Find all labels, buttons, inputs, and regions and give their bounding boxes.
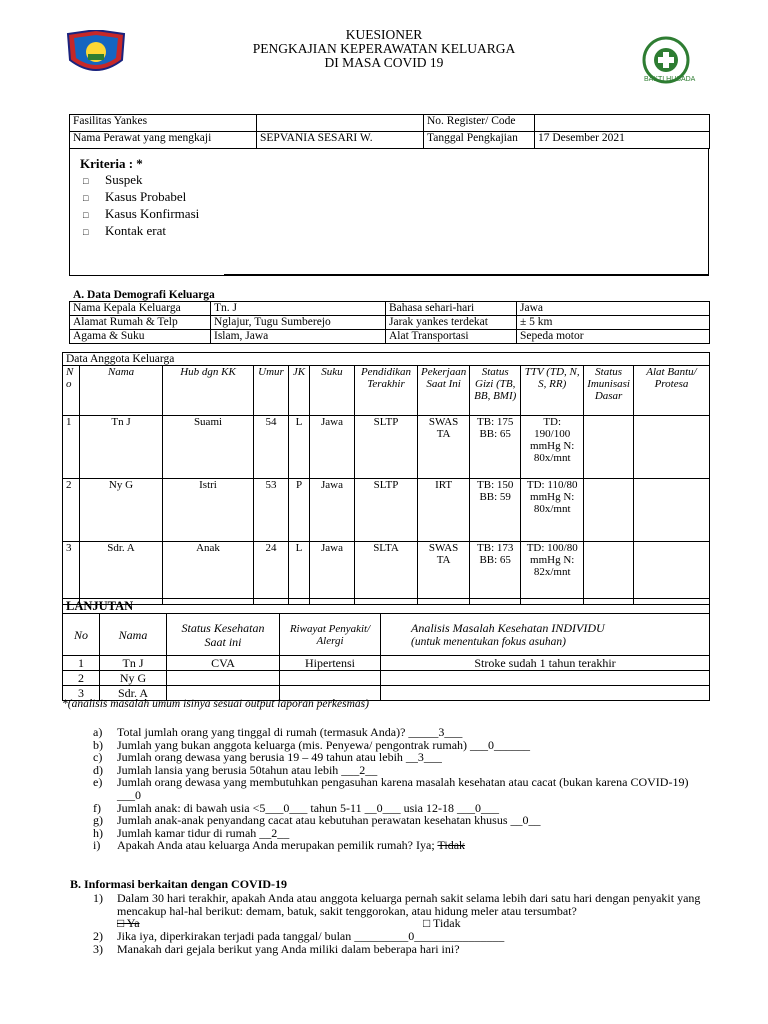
member-cell [584,416,634,479]
covid-questions [93,892,713,955]
member-cell: SWAS TA [418,542,470,605]
col-header: Alat Bantu/ Protesa [633,366,709,416]
lanjutan-cell: Stroke sudah 1 tahun terakhir [381,656,710,671]
lanjutan-cell [167,671,280,686]
demo-cell: Bahasa sehari-hari [386,302,517,316]
col-header: No [63,614,100,656]
list-item [93,839,713,852]
col-header: Umur [254,366,289,416]
question-key: e) [93,775,103,790]
nurse-value: SEPVANIA SESARI W. [257,132,424,149]
bakti-husada-logo [640,34,706,90]
lanjutan-cell: Ny G [100,671,167,686]
col-header-sub: (untuk menentukan fokus asuhan) [411,635,566,648]
criteria-underline [224,274,708,275]
members-title: Data Anggota Keluarga [63,353,710,366]
member-cell: Istri [163,479,254,542]
col-header: Status Gizi (TB, BB, BMI) [470,366,521,416]
demo-cell: Jarak yankes terdekat [386,316,517,330]
member-cell: 24 [254,542,289,605]
member-cell: Sdr. A [80,542,163,605]
member-cell: Jawa [310,416,355,479]
demo-cell: Islam, Jawa [211,330,386,344]
list-item [93,776,713,801]
member-cell: SLTA [355,542,418,605]
lanjutan-table [62,598,710,701]
family-members-table [62,352,710,605]
demo-cell: Nglajur, Tugu Sumberejo [211,316,386,330]
lanjutan-cell: Tn J [100,656,167,671]
question-key: d) [93,762,103,777]
demo-cell: Sepeda motor [517,330,710,344]
question-text: Apakah Anda atau keluarga Anda merupakan pemilik rumah? Iya; [117,838,438,853]
question-text: Jumlah anak: di bawah usia <5___0___ tahun 5-11 __0___ usia 12-18 ___0___ [117,800,499,815]
member-cell: TB: 173 BB: 65 [470,542,521,605]
register-label: No. Register/ Code [424,115,535,132]
answer-yes[interactable]: □ Ya [117,916,140,931]
col-header: TTV (TD, N, S, RR) [521,366,584,416]
table-row [63,656,710,671]
facility-value [257,115,424,132]
criteria-item[interactable]: □ Suspek [80,172,199,189]
member-cell: TB: 150 BB: 59 [470,479,521,542]
member-cell [633,416,709,479]
demo-cell: Tn. J [211,302,386,316]
lanjutan-cell: 2 [63,671,100,686]
demo-cell: Alat Transportasi [386,330,517,344]
col-header: Status Kesehatan Saat ini [167,614,280,656]
question-key: 3) [93,941,103,956]
table-row [63,671,710,686]
analysis-note: *(analisis masalah umum isinya sesuai output laporan perkesmas) [62,698,369,710]
question-key: 1) [93,891,103,905]
table-row [63,416,710,479]
question-text: Jumlah kamar tidur di rumah __2__ [117,825,290,840]
question-key: 2) [93,929,103,944]
criteria-title-text: Kriteria : * [80,156,143,171]
question-key: c) [93,750,103,765]
col-header: Pekerjaan Saat Ini [418,366,470,416]
member-cell: L [289,416,310,479]
question-text: Jumlah yang bukan anggota keluarga (mis. Penyewa/ pengontrak rumah) ___0______ [117,737,531,752]
lanjutan-cell: Hipertensi [280,656,381,671]
section-a-title: A. Data Demografi Keluarga [73,289,215,301]
header-title-3: DI MASA COVID 19 [324,55,444,70]
col-header: Pendidikan Terakhir [355,366,418,416]
question-text: Jumlah anak-anak penyandang cacat atau kebutuhan perawatan kesehatan khusus __0__ [117,813,541,828]
col-header: Status Imunisasi Dasar [584,366,634,416]
member-cell: IRT [418,479,470,542]
member-cell [584,479,634,542]
demo-cell: Nama Kepala Keluarga [70,302,211,316]
demo-cell: ± 5 km [517,316,710,330]
member-cell: TD: 110/80 mmHg N: 80x/mnt [521,479,584,542]
demo-cell: Jawa [517,302,710,316]
col-header: Analisis Masalah Kesehatan INDIVIDU [411,620,605,635]
question-key: i) [93,838,101,853]
lanjutan-cell: 3 [63,686,100,701]
household-questions [93,726,713,852]
question-text: Jumlah lansia yang berusia 50tahun atau lebih ___2__ [117,762,378,777]
member-cell: Anak [163,542,254,605]
lanjutan-cell [381,686,710,701]
col-header: N o [63,366,80,416]
list-item [93,814,713,827]
member-cell: TB: 175 BB: 65 [470,416,521,479]
logo-lettering: BAKTI HUSADA [644,76,696,83]
lanjutan-cell [280,671,381,686]
facility-label: Fasilitas Yankes [70,115,257,132]
question-text: Manakah dari gejala berikut yang Anda miliki dalam beberapa hari ini? [117,941,460,956]
register-value [535,115,710,132]
header-title-2: PENGKAJIAN KEPERAWATAN KELUARGA [252,41,516,56]
demo-cell: Agama & Suku [70,330,211,344]
lanjutan-cell: CVA [167,656,280,671]
question-text: Dalam 30 hari terakhir, apakah Anda atau anggota keluarga pernah sakit selama lebih dari satu hari dengan penyakit yang mencakup hal-hal berikut: demam, batuk, sakit tenggorokan, atau hidung meler atau tersumbat? [117,891,701,918]
question-text: Jumlah orang dewasa yang membutuhkan pengasuhan karena masalah kesehatan atau cacat (bukan karena COVID-19) ___0 [117,775,689,802]
member-cell: 1 [63,416,80,479]
criteria-title [80,156,143,172]
col-header: Suku [310,366,355,416]
list-item [93,892,713,917]
member-cell: TD: 100/80 mmHg N: 82x/mnt [521,542,584,605]
member-cell: Ny G [80,479,163,542]
list-item [93,930,713,943]
lanjutan-title: LANJUTAN [63,599,710,614]
member-cell [633,479,709,542]
question-key: g) [93,813,103,828]
question-key: b) [93,737,103,752]
member-cell: Jawa [310,479,355,542]
member-cell: SLTP [355,416,418,479]
member-cell [633,542,709,605]
table-row [63,542,710,605]
member-cell: 3 [63,542,80,605]
member-cell: 54 [254,416,289,479]
question-text: Jika iya, diperkirakan terjadi pada tanggal/ bulan _________0_______________ [117,929,505,944]
section-b-title: B. Informasi berkaitan dengan COVID-19 [70,877,288,891]
facility-info-table [69,114,710,149]
member-cell: P [289,479,310,542]
demography-table [69,301,710,344]
lanjutan-cell [381,671,710,686]
member-cell: 53 [254,479,289,542]
criteria-item[interactable]: □ Kasus Probabel [80,189,199,206]
col-header: Nama [80,366,163,416]
col-header: JK [289,366,310,416]
date-label: Tanggal Pengkajian [424,132,535,149]
struck-option: Tidak [437,838,466,853]
list-item [93,751,713,764]
list-item [93,726,713,739]
answer-no[interactable]: □ Tidak [423,916,461,931]
member-cell: 2 [63,479,80,542]
list-item [93,943,713,956]
col-header: Nama [100,614,167,656]
member-cell: TD: 190/100 mmHg N: 80x/mnt [521,416,584,479]
col-header: Hub dgn KK [163,366,254,416]
member-cell: L [289,542,310,605]
member-cell [584,542,634,605]
member-cell: SLTP [355,479,418,542]
question-key: f) [93,800,101,815]
member-cell: Suami [163,416,254,479]
header-title-1: KUESIONER [345,27,423,42]
lanjutan-cell: 1 [63,656,100,671]
question-text: Jumlah orang dewasa yang berusia 19 – 49 tahun atau lebih __3___ [117,750,442,765]
lanjutan-cell: Sdr. A [100,686,167,701]
member-cell: SWAS TA [418,416,470,479]
criteria-item[interactable]: □ Kasus Konfirmasi [80,206,199,223]
question-text: Total jumlah orang yang tinggal di rumah (termasuk Anda)? _____3___ [117,725,463,739]
criteria-list [80,172,199,240]
question-key: h) [93,825,103,840]
table-row [63,479,710,542]
col-header: Riwayat Penyakit/ Alergi [280,614,381,656]
question-key: a) [93,725,103,739]
nurse-label: Nama Perawat yang mengkaji [70,132,257,149]
member-cell: Tn J [80,416,163,479]
criteria-item[interactable]: □ Kontak erat [80,223,199,240]
date-value: 17 Desember 2021 [535,132,710,149]
demo-cell: Alamat Rumah & Telp [70,316,211,330]
member-cell: Jawa [310,542,355,605]
